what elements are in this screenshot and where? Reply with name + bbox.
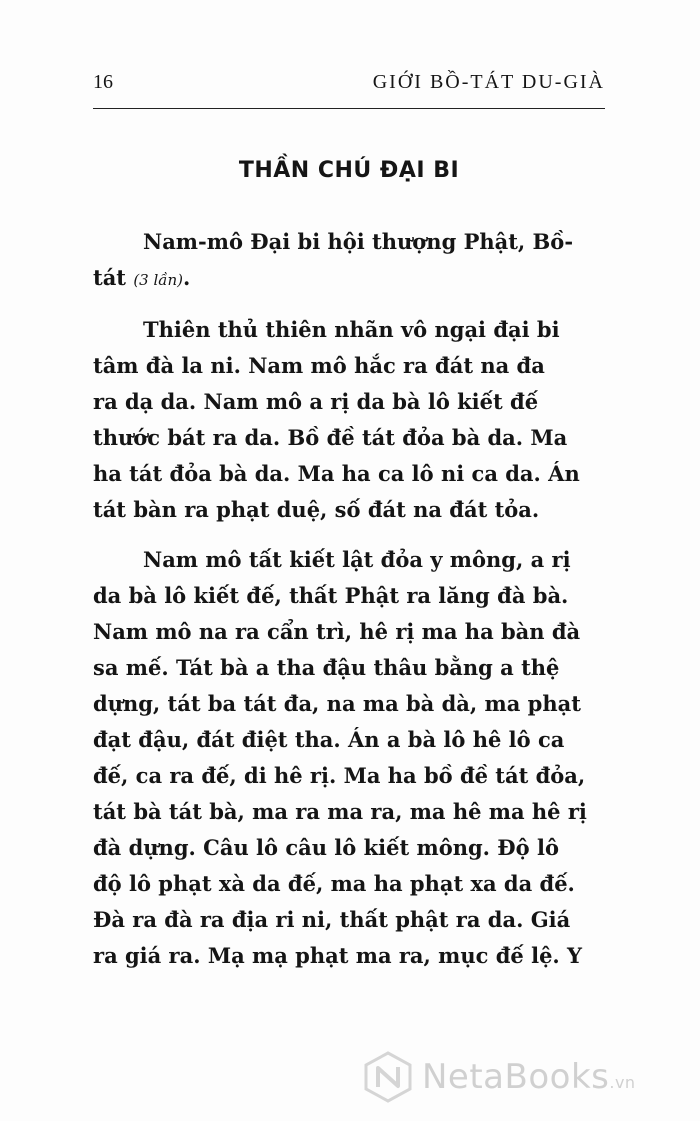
text-line: đạt đậu, đát điệt tha. Án a bà lô hê lô ca (93, 727, 565, 752)
text-line: sa mế. Tát bà a tha đậu thâu bằng a thệ (93, 655, 560, 680)
text-line: đà dựng. Câu lô câu lô kiết mông. Độ lô (93, 835, 559, 860)
text-line: tát bà tát bà, ma ra ma ra, ma hê ma hê rị (93, 799, 587, 824)
text-line: độ lô phạt xà da đế, ma ha phạt xa da đế. (93, 871, 575, 896)
running-header (93, 54, 605, 94)
text-line: tát bàn ra phạt duệ, số đát na đát tỏa. (93, 497, 540, 522)
text-line: Đà ra đà ra địa ri ni, thất phật ra da. Giá (93, 907, 571, 932)
text-line: dựng, tát ba tát đa, na ma bà dà, ma phạt (93, 691, 581, 716)
page-number: 16 (93, 71, 113, 93)
text-line: Nam mô na ra cẩn trì, hê rị ma ha bàn đà (93, 619, 581, 644)
text-line: Nam-mô Đại bi hội thượng Phật, Bồ- (143, 229, 574, 254)
text-line: Nam mô tất kiết lật đỏa y mông, a rị (143, 547, 571, 572)
repeat-note: (3 lần) (133, 271, 183, 289)
text-line-start: tát (93, 265, 134, 290)
paragraph-1 (93, 224, 609, 298)
text-line: đế, ca ra đế, di hê rị. Ma ha bồ đề tát đỏa, (93, 763, 586, 788)
note-period: . (183, 265, 191, 290)
watermark-text (422, 1057, 636, 1097)
text-line (93, 260, 609, 298)
text-line: ra dạ da. Nam mô a rị da bà lô kiết đế (93, 389, 539, 414)
netabooks-logo-icon (362, 1051, 414, 1103)
running-title: GIỚI BỒ-TÁT DU-GIÀ (372, 71, 605, 93)
header-rule (93, 108, 605, 109)
section-title: THẦN CHÚ ĐẠI BI (238, 158, 460, 183)
paragraph-3 (93, 542, 609, 974)
text-line: da bà lô kiết đế, thất Phật ra lăng đà bà. (93, 583, 569, 608)
text-line: ha tát đỏa bà da. Ma ha ca lô ni ca da. Án (93, 461, 580, 486)
watermark-suffix: .vn (609, 1073, 636, 1092)
text-line: Thiên thủ thiên nhãn vô ngại đại bi (143, 317, 560, 342)
watermark-brand: NetaBooks (422, 1057, 610, 1097)
netabooks-watermark (362, 1042, 692, 1112)
body-text (93, 224, 609, 988)
text-line: thước bát ra da. Bồ đề tát đỏa bà da. Ma (93, 425, 568, 450)
text-line: ra giá ra. Mạ mạ phạt ma ra, mục đế lệ. Y (93, 943, 583, 968)
text-line: tâm đà la ni. Nam mô hắc ra đát na đa (93, 353, 545, 378)
paragraph-2 (93, 312, 609, 528)
